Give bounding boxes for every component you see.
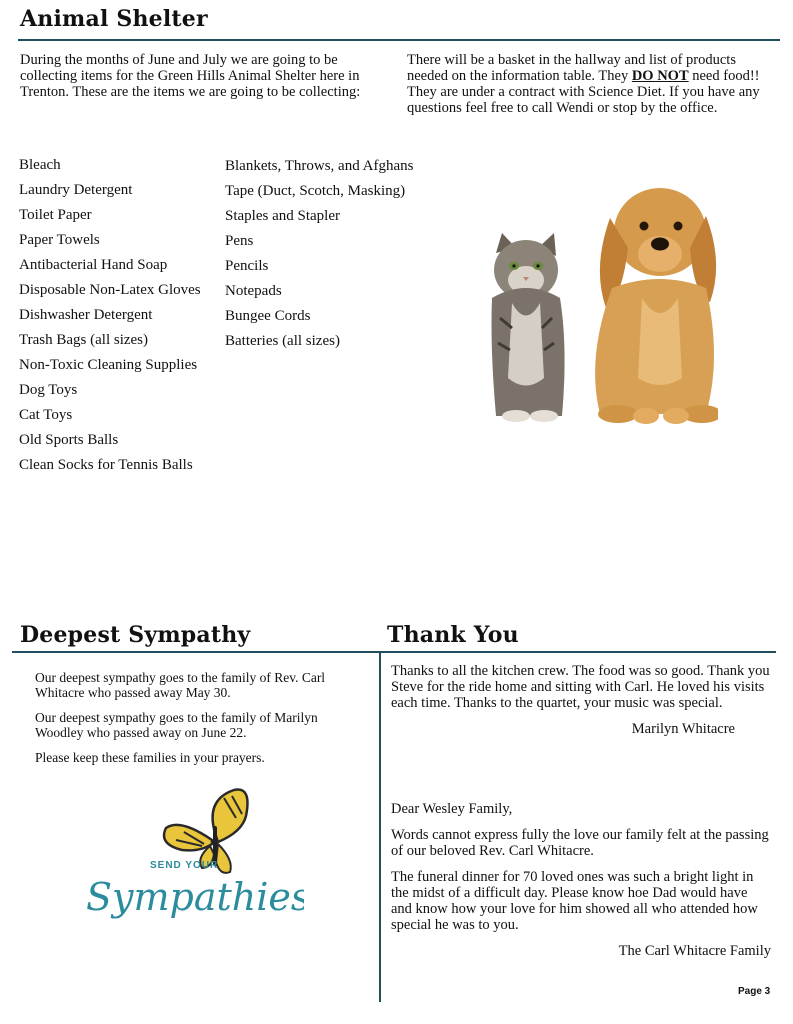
shelter-title: Animal Shelter	[20, 6, 208, 32]
sympathy-title: Deepest Sympathy	[20, 622, 251, 648]
list-item: Trash Bags (all sizes)	[19, 332, 149, 348]
basket-note-a: There will be a basket in the hallway and list of products needed on the information table. They	[407, 52, 736, 84]
puppy-illustration	[595, 188, 718, 424]
list-item: Non-Toxic Cleaning Supplies	[19, 357, 198, 373]
basket-note-b: need food!! They are under a contract with Science Diet. If you have any questions feel free to call Wendi or stop by the office.	[407, 68, 760, 116]
list-item: Paper Towels	[19, 232, 100, 248]
list-item: Bleach	[19, 157, 61, 173]
list-item: Laundry Detergent	[19, 182, 133, 198]
letter-para-2: The funeral dinner for 70 loved ones was such a bright light in the midst of a difficult day. Please know hoe Dad would have and know how your love for him showed all who attended how special he was to you.	[391, 869, 758, 933]
thanks-signature-1: Marilyn Whitacre	[631, 721, 735, 737]
list-item: Notepads	[225, 283, 282, 299]
logo-sympathies: Sympathies	[86, 875, 304, 919]
list-item: Blankets, Throws, and Afghans	[225, 158, 414, 174]
kitten-illustration	[492, 233, 565, 422]
thanks-body	[391, 663, 771, 737]
shelter-title-rule	[18, 39, 780, 41]
letter-greeting: Dear Wesley Family,	[391, 801, 513, 817]
list-item: Tape (Duct, Scotch, Masking)	[225, 183, 406, 199]
section-rule	[12, 651, 776, 653]
list-item: Staples and Stapler	[225, 208, 340, 224]
letter-para-1: Words cannot express fully the love our family felt at the passing of our beloved Rev. Carl Whitacre.	[391, 827, 769, 859]
page-number: Page 3	[738, 986, 771, 997]
shelter-basket-note	[407, 52, 779, 116]
sympathy-body	[35, 670, 345, 775]
list-item: Disposable Non-Latex Gloves	[19, 282, 201, 298]
shelter-intro: During the months of June and July we are going to be collecting items for the Green Hills Animal Shelter here in Trenton. These are the items we are going to be collecting:	[20, 52, 361, 100]
letter-signature: The Carl Whitacre Family	[618, 943, 771, 959]
column-divider	[379, 651, 381, 1002]
list-item: Bungee Cords	[225, 308, 311, 324]
items-list-1	[19, 153, 201, 478]
thanks-para-1: Thanks to all the kitchen crew. The food was so good. Thank you Steve for the ride home and sitting with Carl. He loved his visits each time. Thanks to the quartet, your music was special.	[391, 663, 770, 711]
sympathy-para-2: Our deepest sympathy goes to the family of Marilyn Woodley who passed away on June 22.	[35, 710, 318, 740]
sympathy-para-3: Please keep these families in your prayers.	[35, 750, 265, 765]
send-sympathies-logo	[84, 788, 304, 928]
logo-send-your: SEND YOUR	[150, 860, 219, 871]
list-item: Dog Toys	[19, 382, 78, 398]
items-list-2	[225, 158, 425, 358]
sympathy-para-1: Our deepest sympathy goes to the family of Rev. Carl Whitacre who passed away May 30.	[35, 670, 326, 700]
list-item: Dishwasher Detergent	[19, 307, 153, 323]
list-item: Clean Socks for Tennis Balls	[19, 457, 193, 473]
list-item: Toilet Paper	[19, 207, 92, 223]
list-item: Cat Toys	[19, 407, 73, 423]
list-item: Batteries (all sizes)	[225, 333, 340, 349]
kitten-puppy-image	[482, 178, 718, 428]
list-item: Pens	[225, 233, 254, 249]
basket-note-emph: DO NOT	[631, 68, 689, 84]
list-item: Pencils	[225, 258, 269, 274]
thanks-title: Thank You	[387, 622, 519, 648]
thanks-letter	[391, 801, 771, 959]
list-item: Antibacterial Hand Soap	[19, 257, 168, 273]
list-item: Old Sports Balls	[19, 432, 119, 448]
